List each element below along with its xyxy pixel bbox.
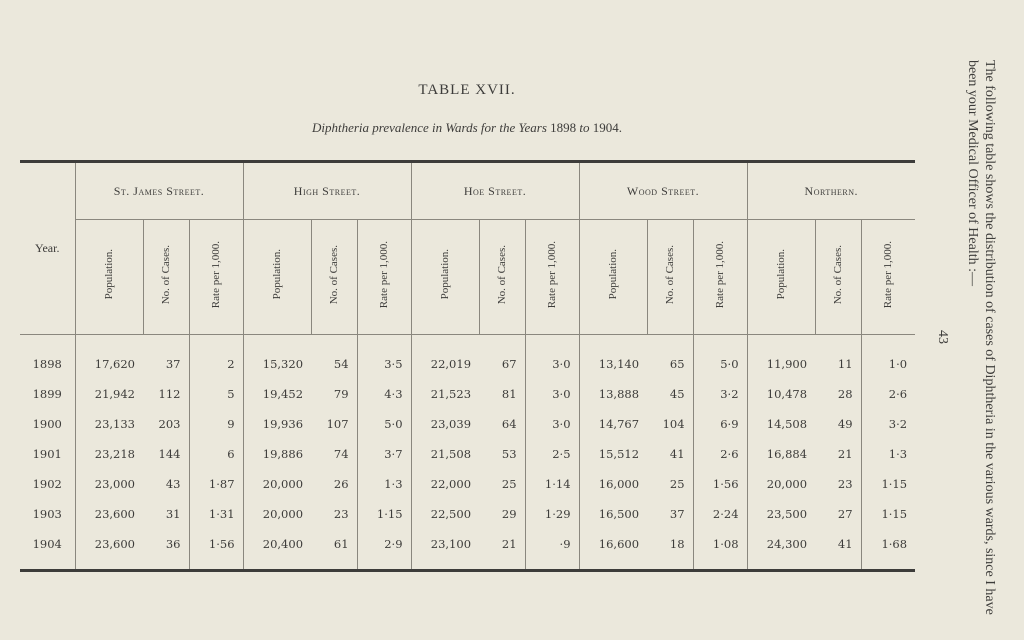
- ward-header: High Street.: [243, 162, 411, 220]
- population-header: Population.: [411, 220, 479, 335]
- cases-cell: 21: [815, 439, 861, 469]
- cases-cell: 65: [647, 335, 693, 380]
- year-cell: 1904: [20, 529, 75, 571]
- rate-header: Rate per 1,000.: [693, 220, 747, 335]
- rate-cell: 1·29: [525, 499, 579, 529]
- cases-cell: 21: [479, 529, 525, 571]
- cases-cell: 79: [311, 379, 357, 409]
- ward-header-row: [20, 162, 915, 220]
- cases-header: No. of Cases.: [311, 220, 357, 335]
- rate-cell: 2: [189, 335, 243, 380]
- rate-cell: 2·24: [693, 499, 747, 529]
- population-cell: 24,300: [766, 537, 808, 551]
- cases-cell: 37: [647, 499, 693, 529]
- cases-cell: 144: [143, 439, 189, 469]
- cases-header: No. of Cases.: [647, 220, 693, 335]
- rate-cell: 2·5: [525, 439, 579, 469]
- population-cell: 20,000: [262, 477, 304, 491]
- cases-cell: 61: [311, 529, 357, 571]
- population-cell: 22,000: [430, 477, 472, 491]
- population-cell: 19,452: [262, 387, 304, 401]
- rate-cell: 2·6: [888, 387, 908, 401]
- cases-cell: 45: [647, 379, 693, 409]
- cases-cell: 31: [143, 499, 189, 529]
- population-header: Population.: [747, 220, 815, 335]
- cases-cell: 29: [479, 499, 525, 529]
- rate-header: Rate per 1,000.: [861, 220, 915, 335]
- population-cell: 23,133: [94, 417, 135, 431]
- cases-cell: 67: [479, 335, 525, 380]
- ward-header: Wood Street.: [579, 162, 747, 220]
- table-row: [20, 529, 915, 571]
- subtitle-to: to: [579, 120, 590, 135]
- population-cell: 23,000: [94, 477, 135, 491]
- population-cell: 13,140: [598, 357, 640, 371]
- table-row: [20, 379, 915, 409]
- population-cell: 23,218: [94, 447, 135, 461]
- ward-header: Hoe Street.: [411, 162, 579, 220]
- population-cell: 14,767: [598, 417, 640, 431]
- rate-cell: 2·6: [693, 439, 747, 469]
- year-cell: 1901: [20, 439, 75, 469]
- cases-cell: 26: [311, 469, 357, 499]
- rate-cell: 4·3: [357, 379, 411, 409]
- rate-header: Rate per 1,000.: [525, 220, 579, 335]
- subtitle-text: Diphtheria prevalence in Wards for the Years: [311, 120, 547, 135]
- cases-cell: 43: [143, 469, 189, 499]
- population-cell: 14,508: [766, 417, 808, 431]
- subtitle-end-year: 1904.: [592, 120, 623, 135]
- cases-header: No. of Cases.: [143, 220, 189, 335]
- rate-cell: 1·15: [881, 507, 908, 521]
- population-cell: 23,500: [766, 507, 808, 521]
- rate-cell: 5·0: [693, 335, 747, 380]
- cases-cell: 49: [815, 409, 861, 439]
- cases-cell: 28: [815, 379, 861, 409]
- population-cell: 22,019: [430, 357, 472, 371]
- population-cell: 13,888: [598, 387, 640, 401]
- table-row: [20, 499, 915, 529]
- rate-cell: 6: [189, 439, 243, 469]
- population-cell: 21,523: [430, 387, 472, 401]
- cases-cell: 53: [479, 439, 525, 469]
- rate-cell: 1·31: [189, 499, 243, 529]
- cases-cell: 64: [479, 409, 525, 439]
- population-cell: 15,320: [262, 357, 304, 371]
- population-cell: 21,508: [430, 447, 472, 461]
- rate-cell: 1·0: [888, 357, 908, 371]
- cases-cell: 36: [143, 529, 189, 571]
- population-cell: 19,936: [262, 417, 304, 431]
- rate-cell: 3·7: [357, 439, 411, 469]
- table-row: [20, 439, 915, 469]
- cases-cell: 18: [647, 529, 693, 571]
- table-body: [20, 335, 915, 571]
- year-header: Year.: [20, 162, 75, 335]
- year-cell: 1902: [20, 469, 75, 499]
- population-cell: 20,400: [262, 537, 304, 551]
- cases-header: No. of Cases.: [815, 220, 861, 335]
- rate-cell: 3·0: [525, 335, 579, 380]
- table-row: [20, 335, 915, 380]
- rate-cell: ·9: [525, 529, 579, 571]
- population-cell: 20,000: [766, 477, 808, 491]
- population-cell: 23,600: [94, 507, 135, 521]
- population-cell: 23,100: [430, 537, 472, 551]
- population-header: Population.: [579, 220, 647, 335]
- population-header: Population.: [243, 220, 311, 335]
- population-cell: 23,600: [94, 537, 135, 551]
- cases-cell: 25: [479, 469, 525, 499]
- rate-cell: 1·08: [693, 529, 747, 571]
- side-note: The following table shows the distribution of cases of Diphtheria in the various wards, since I have been your Medical Officer of Health :—: [965, 60, 997, 615]
- rate-cell: 1·15: [881, 477, 908, 491]
- population-cell: 16,884: [766, 447, 808, 461]
- year-cell: 1900: [20, 409, 75, 439]
- cases-cell: 203: [143, 409, 189, 439]
- population-cell: 22,500: [430, 507, 472, 521]
- population-cell: 10,478: [766, 387, 808, 401]
- rate-cell: 1·3: [888, 447, 908, 461]
- cases-cell: 41: [647, 439, 693, 469]
- population-cell: 20,000: [262, 507, 304, 521]
- cases-cell: 27: [815, 499, 861, 529]
- population-cell: 16,600: [598, 537, 640, 551]
- table-title: TABLE XVII.: [418, 82, 516, 98]
- cases-header: No. of Cases.: [479, 220, 525, 335]
- rate-cell: 3·5: [357, 335, 411, 380]
- rate-cell: 1·56: [693, 469, 747, 499]
- ward-header: St. James Street.: [75, 162, 243, 220]
- ward-header: Northern.: [747, 162, 915, 220]
- population-cell: 16,000: [598, 477, 640, 491]
- rate-cell: 2·9: [357, 529, 411, 571]
- cases-cell: 23: [815, 469, 861, 499]
- rate-cell: 1·87: [189, 469, 243, 499]
- population-cell: 23,039: [430, 417, 472, 431]
- cases-cell: 23: [311, 499, 357, 529]
- year-cell: 1903: [20, 499, 75, 529]
- rate-cell: 1·15: [357, 499, 411, 529]
- cases-cell: 107: [311, 409, 357, 439]
- table-row: [20, 409, 915, 439]
- population-cell: 15,512: [598, 447, 640, 461]
- rate-cell: 9: [189, 409, 243, 439]
- cases-cell: 25: [647, 469, 693, 499]
- rate-cell: 3·0: [525, 409, 579, 439]
- cases-cell: 11: [815, 335, 861, 380]
- rate-cell: 1·14: [525, 469, 579, 499]
- cases-cell: 37: [143, 335, 189, 380]
- rate-cell: 6·9: [693, 409, 747, 439]
- diphtheria-table: [20, 160, 915, 572]
- rate-cell: 5: [189, 379, 243, 409]
- population-cell: 19,886: [262, 447, 304, 461]
- cases-cell: 54: [311, 335, 357, 380]
- rate-header: Rate per 1,000.: [357, 220, 411, 335]
- year-cell: 1899: [20, 379, 75, 409]
- rate-cell: 3·2: [888, 417, 908, 431]
- population-cell: 21,942: [94, 387, 135, 401]
- cases-cell: 74: [311, 439, 357, 469]
- rate-header: Rate per 1,000.: [189, 220, 243, 335]
- population-cell: 16,500: [598, 507, 640, 521]
- population-header: Population.: [75, 220, 143, 335]
- population-cell: 11,900: [766, 357, 808, 371]
- rate-cell: 5·0: [357, 409, 411, 439]
- cases-cell: 104: [647, 409, 693, 439]
- rate-cell: 3·2: [693, 379, 747, 409]
- rate-cell: 3·0: [525, 379, 579, 409]
- cases-cell: 112: [143, 379, 189, 409]
- population-cell: 17,620: [94, 357, 135, 371]
- subtitle-start-year: 1898: [550, 120, 577, 135]
- cases-cell: 41: [815, 529, 861, 571]
- year-cell: 1898: [20, 335, 75, 380]
- rate-cell: 1·68: [881, 537, 908, 551]
- rate-cell: 1·3: [357, 469, 411, 499]
- page-number: 43: [935, 330, 950, 344]
- table-row: [20, 469, 915, 499]
- rate-cell: 1·56: [189, 529, 243, 571]
- table-subtitle: [0, 120, 934, 136]
- cases-cell: 81: [479, 379, 525, 409]
- subheader-row: [20, 220, 915, 335]
